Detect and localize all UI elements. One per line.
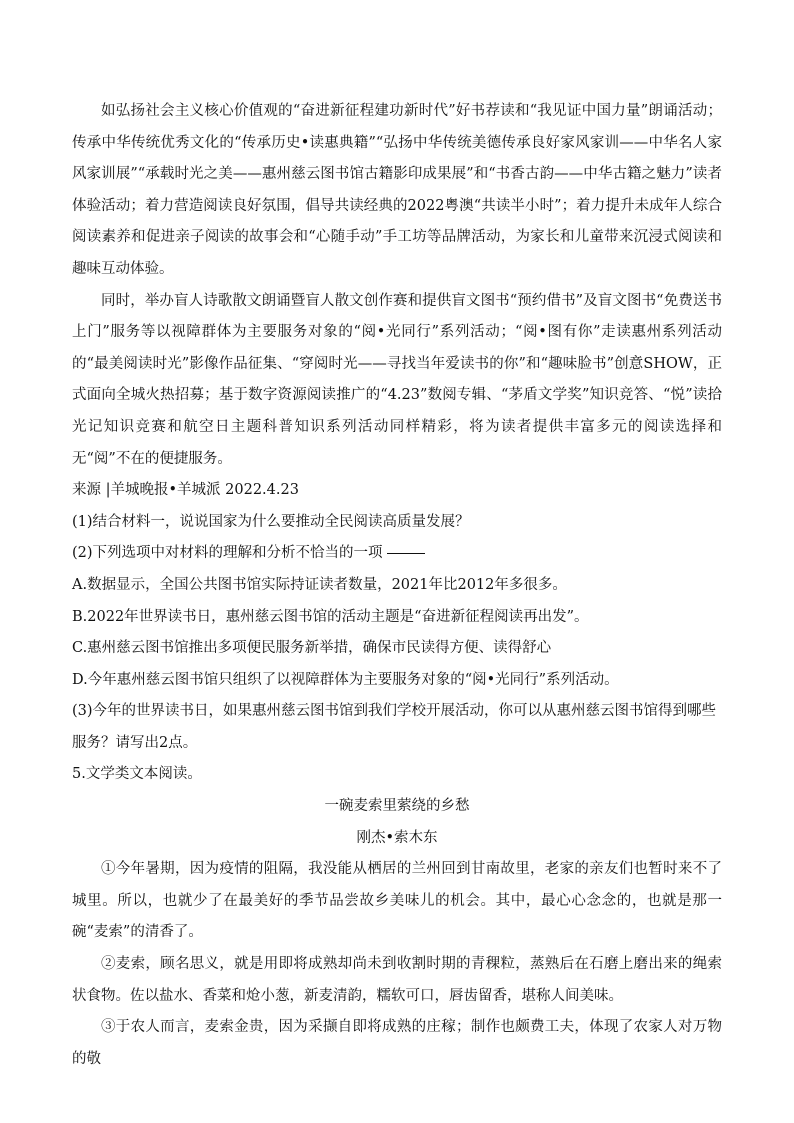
question-2-text: (2)下列选项中对材料的理解和分析不恰当的一项 (72, 545, 383, 562)
section-heading: 5.文学类文本阅读。 (72, 766, 202, 783)
option-d: D.今年惠州慈云图书馆只组织了以视障群体为主要服务对象的“阅•光同行”系列活动。 (72, 671, 619, 688)
option-c: C.惠州慈云图书馆推出多项便民服务新举措，确保市民读得方便、读得舒心 (72, 640, 552, 657)
article-paragraph: 如弘扬社会主义核心价值观的“奋进新征程建功新时代”好书荐读和“我见证中国力量”朗诵活动；传承中华传统优秀文化的“传承历史•读惠典籍”“弘扬中华传统美德传承良好家风家训——中华名人家风家训展”“承载时光之美——惠州慈云图书馆古籍影印成果展”和“书香古韵——中华古籍之魅力”读者体验活动；着力营造阅读良好氛围，倡导共读经典的2022粤澳“共读半小时”；着力提升未成年人综合阅读素养和促进亲子阅读的故事会和“心随手动”手工坊等品牌活动，为家长和儿童带来沉浸式阅读和趣味互动体验。 (72, 103, 722, 277)
essay-paragraph: ③于农人而言，麦索金贵，因为采撷自即将成熟的庄稼；制作也颇费工夫，体现了农家人对万物的敬 (72, 1019, 722, 1067)
option-b: B.2022年世界读书日，惠州慈云图书馆的活动主题是“奋进新征程阅读再出发”。 (72, 608, 589, 625)
question-2 (72, 538, 722, 570)
essay-paragraph: ②麦索，顾名思义，就是用即将成熟却尚未到收割时期的青稞粒，蒸熟后在石磨上磨出来的绳索状食物。佐以盐水、香菜和炝小葱，新麦清韵，糯软可口，唇齿留香，堪称人间美味。 (72, 956, 722, 1004)
essay-title: 一碗麦索里萦绕的乡愁 (324, 798, 470, 815)
answer-blank (387, 552, 425, 554)
option-a: A.数据显示，全国公共图书馆实际持证读者数量，2021年比2012年多很多。 (72, 576, 567, 593)
source-line: 来源 |羊城晚报•羊城派 2022.4.23 (72, 482, 299, 499)
question-3: (3)今年的世界读书日，如果惠州慈云图书馆到我们学校开展活动，你可以从惠州慈云图书馆得到哪些服务？请写出2点。 (72, 703, 717, 751)
document-page (72, 96, 722, 1075)
essay-author: 刚杰•索木东 (356, 829, 438, 846)
question-1: (1)结合材料一，说说国家为什么要推动全民阅读高质量发展？ (72, 513, 470, 530)
essay-paragraph: ①今年暑期，因为疫情的阻隔，我没能从栖居的兰州回到甘南故里，老家的亲友们也暂时来不了城里。所以，也就少了在最美好的季节品尝故乡美味儿的机会。其中，最心心念念的，也就是那一碗“麦索”的清香了。 (72, 861, 722, 941)
article-paragraph: 同时，举办盲人诗歌散文朗诵暨盲人散文创作赛和提供盲文图书“预约借书”及盲文图书“免费送书上门”服务等以视障群体为主要服务对象的“阅•光同行”系列活动；“阅•图有你”走读惠州系列活动的“最美阅读时光”影像作品征集、“穿阅时光——寻找当年爱读书的你”和“趣味脸书”创意SHOW，正式面向全城火热招募；基于数字资源阅读推广的“4.23”数阅专辑、“茅盾文学奖”知识竞答、“悦”读拾光记知识竞赛和航空日主题科普知识系列活动同样精彩，将为读者提供丰富多元的阅读选择和无“阅”不在的便捷服务。 (72, 292, 722, 467)
